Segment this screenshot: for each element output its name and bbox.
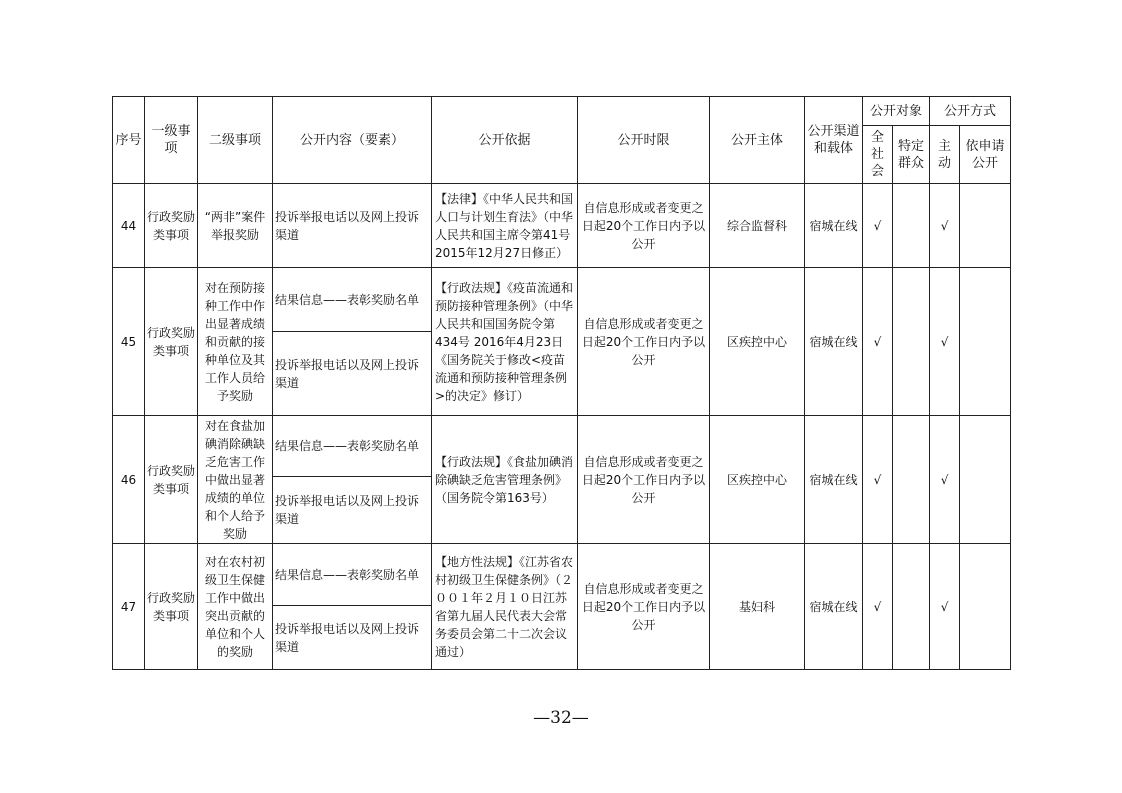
row-seq: 44 bbox=[113, 184, 145, 268]
row-mode-active: √ bbox=[930, 416, 960, 544]
row-target-all: √ bbox=[863, 268, 893, 416]
row-mode-active: √ bbox=[930, 184, 960, 268]
row-level1: 行政奖励类事项 bbox=[145, 416, 198, 544]
row-basis: 【行政法规】《食盐加碘消除碘缺乏危害管理条例》（国务院令第163号） bbox=[432, 416, 578, 544]
table-row bbox=[113, 544, 1011, 606]
row-channel: 宿城在线 bbox=[805, 184, 863, 268]
row-basis: 【行政法规】《疫苗流通和预防接种管理条例》（中华人民共和国国务院令第434号 2016年4月23日《国务院关于修改<疫苗流通和预防接种管理条例>的决定》修订） bbox=[432, 268, 578, 416]
row-seq: 45 bbox=[113, 268, 145, 416]
row-content: 投诉举报电话以及网上投诉渠道 bbox=[273, 184, 432, 268]
row-target-all: √ bbox=[863, 544, 893, 670]
row-content: 结果信息——表彰奖励名单 bbox=[273, 268, 432, 332]
row-content: 结果信息——表彰奖励名单 bbox=[273, 416, 432, 477]
row-mode-apply bbox=[960, 268, 1011, 416]
row-subject: 基妇科 bbox=[710, 544, 805, 670]
table-row bbox=[113, 268, 1011, 332]
header-content: 公开内容（要素） bbox=[273, 97, 432, 184]
row-mode-apply bbox=[960, 416, 1011, 544]
table-row bbox=[113, 184, 1011, 268]
row-seq: 46 bbox=[113, 416, 145, 544]
row-level2: 对在农村初级卫生保健工作中做出突出贡献的单位和个人的奖励 bbox=[198, 544, 273, 670]
row-channel: 宿城在线 bbox=[805, 416, 863, 544]
row-basis: 【地方性法规】《江苏省农村初级卫生保健条例》（２００１年２月１０日江苏省第九届人民代表大会常务委员会第二十二次会议通过） bbox=[432, 544, 578, 670]
row-mode-apply bbox=[960, 544, 1011, 670]
row-timelimit: 自信息形成或者变更之日起20个工作日内予以公开 bbox=[578, 416, 710, 544]
header-mode: 公开方式 bbox=[930, 97, 1011, 126]
row-mode-active: √ bbox=[930, 268, 960, 416]
header-basis: 公开依据 bbox=[432, 97, 578, 184]
row-content: 投诉举报电话以及网上投诉渠道 bbox=[273, 606, 432, 670]
row-content: 投诉举报电话以及网上投诉渠道 bbox=[273, 477, 432, 544]
row-target-specific bbox=[893, 544, 930, 670]
row-level2: 对在预防接种工作中作出显著成绩和贡献的接种单位及其工作人员给予奖励 bbox=[198, 268, 273, 416]
row-target-specific bbox=[893, 184, 930, 268]
row-target-specific bbox=[893, 268, 930, 416]
row-subject: 综合监督科 bbox=[710, 184, 805, 268]
header-timelimit: 公开时限 bbox=[578, 97, 710, 184]
header-subject: 公开主体 bbox=[710, 97, 805, 184]
disclosure-table bbox=[112, 96, 1011, 670]
row-level1: 行政奖励类事项 bbox=[145, 544, 198, 670]
row-mode-apply bbox=[960, 184, 1011, 268]
row-basis: 【法律】《中华人民共和国人口与计划生育法》（中华人民共和国主席令第41号2015年12月27日修正） bbox=[432, 184, 578, 268]
row-level1: 行政奖励类事项 bbox=[145, 184, 198, 268]
row-level1: 行政奖励类事项 bbox=[145, 268, 198, 416]
row-subject: 区疾控中心 bbox=[710, 268, 805, 416]
header-seq: 序号 bbox=[113, 97, 145, 184]
header-mode-apply: 依申请公开 bbox=[960, 126, 1011, 184]
row-timelimit: 自信息形成或者变更之日起20个工作日内予以公开 bbox=[578, 184, 710, 268]
row-seq: 47 bbox=[113, 544, 145, 670]
row-content: 投诉举报电话以及网上投诉渠道 bbox=[273, 332, 432, 416]
header-target-specific: 特定群众 bbox=[893, 126, 930, 184]
header-level1: 一级事项 bbox=[145, 97, 198, 184]
row-content: 结果信息——表彰奖励名单 bbox=[273, 544, 432, 606]
row-level2: “两非”案件举报奖励 bbox=[198, 184, 273, 268]
row-channel: 宿城在线 bbox=[805, 544, 863, 670]
row-level2: 对在食盐加碘消除碘缺乏危害工作中做出显著成绩的单位和个人给予奖励 bbox=[198, 416, 273, 544]
row-timelimit: 自信息形成或者变更之日起20个工作日内予以公开 bbox=[578, 544, 710, 670]
header-channel: 公开渠道和载体 bbox=[805, 97, 863, 184]
row-target-all: √ bbox=[863, 184, 893, 268]
row-target-all: √ bbox=[863, 416, 893, 544]
header-target-all: 全社会 bbox=[863, 126, 893, 184]
row-subject: 区疾控中心 bbox=[710, 416, 805, 544]
row-target-specific bbox=[893, 416, 930, 544]
header-mode-active: 主动 bbox=[930, 126, 960, 184]
table-row bbox=[113, 416, 1011, 477]
header-target: 公开对象 bbox=[863, 97, 930, 126]
row-channel: 宿城在线 bbox=[805, 268, 863, 416]
page-number: —32— bbox=[533, 708, 589, 728]
row-timelimit: 自信息形成或者变更之日起20个工作日内予以公开 bbox=[578, 268, 710, 416]
row-mode-active: √ bbox=[930, 544, 960, 670]
header-level2: 二级事项 bbox=[198, 97, 273, 184]
